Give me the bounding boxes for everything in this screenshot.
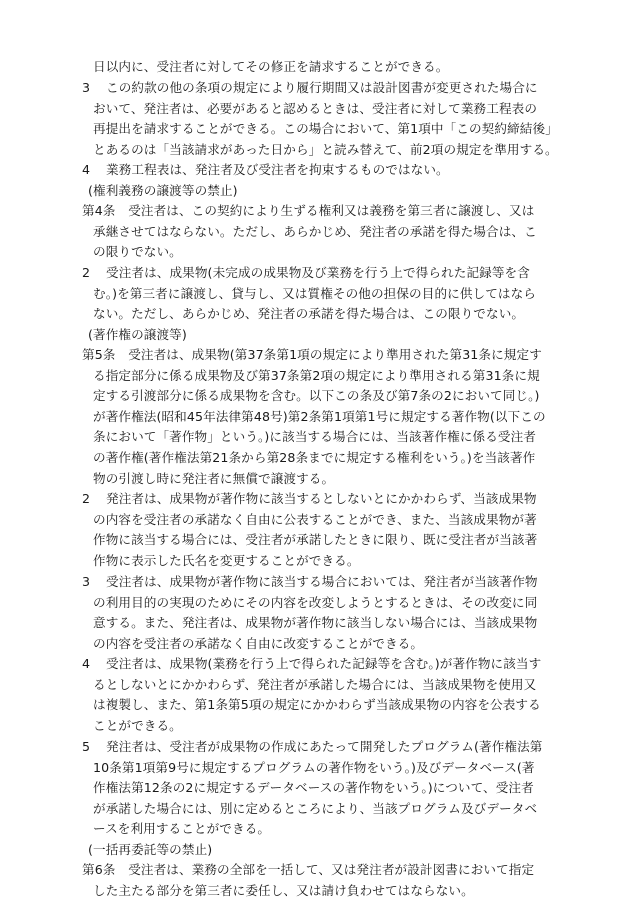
paragraph-number: 2 [82, 265, 91, 280]
article-5-paragraph-4 [82, 654, 560, 736]
text-line: 日以内に、受注者に対してその修正を請求することができる。 [93, 59, 449, 74]
text-line: む。)を第三者に譲渡し、貸与し、又は質権その他の担保の目的に供してはなら [93, 285, 536, 301]
text-line: とあるのは「当該請求があった日から」と読み替えて、前2項の規定を準用する。 [93, 141, 558, 157]
article-5-paragraph-2 [82, 489, 560, 571]
text-line: るとしないとにかかわらず、発注者が承諾した場合には、当該成果物を使用又 [93, 676, 537, 692]
text-line: の限りでない。 [93, 244, 182, 260]
text-line: の内容を受注者の承諾なく自由に改変することができる。 [93, 635, 424, 651]
text-line: おいて、発注者は、必要があると認めるときは、受注者に対して業務工程表の [93, 100, 538, 116]
text-line: 第4条 受注者は、この契約により生ずる権利又は義務を第三者に譲渡し、又は [82, 203, 535, 218]
text-line: 受注者は、成果物(未完成の成果物及び業務を行う上で得られた記録等を含 [106, 265, 530, 280]
article-5-heading [82, 325, 560, 346]
text-line: 10条第1項第9号に規定するプログラムの著作物をいう。)及びデータベース(著 [93, 759, 535, 775]
text-line: 再提出を請求することができる。この場合において、第1項中「この契約締結後」 [93, 121, 558, 137]
text-line: 第6条 受注者は、業務の全部を一括して、又は発注者が設計図書において指定 [82, 862, 535, 877]
text-line: ない。ただし、あらかじめ、発注者の承諾を得た場合は、この限りでない。 [93, 306, 525, 322]
text-line: が承諾した場合には、別に定めるところにより、当該プログラム及びデータベ [93, 800, 538, 816]
section-heading: (一括再委託等の禁止) [88, 842, 213, 857]
section-heading: (著作権の譲渡等) [88, 327, 187, 342]
text-line: 作物に該当する場合には、受注者が承諾したときに限り、既に受注者が当該著 [93, 532, 538, 548]
paragraph-continuation [82, 57, 560, 78]
text-line: 承継させてはならない。ただし、あらかじめ、発注者の承諾を得た場合は、こ [93, 223, 537, 239]
text-line: この約款の他の条項の規定により履行期間又は設計図書が変更された場合に [106, 80, 538, 95]
text-line: 発注者は、受注者が成果物の作成にあたって開発したプログラム(著作権法第 [106, 739, 543, 754]
text-line: 受注者は、成果物が著作物に該当する場合においては、発注者が当該著作物 [106, 574, 538, 589]
text-line: 作権法第12条の2に規定するデータベースの著作物をいう。)について、受注者 [93, 780, 534, 796]
article-5-paragraph-5 [82, 737, 560, 840]
paragraph-number: 2 [82, 491, 91, 506]
text-line: ことができる。 [93, 717, 182, 733]
text-line: の内容を受注者の承諾なく自由に公表することができ、また、当該成果物が著 [93, 511, 537, 527]
text-line: 作物に表示した氏名を変更することができる。 [93, 552, 360, 568]
text-line: の利用目的の実現のためにその内容を改変しようとするときは、その改変に同 [93, 594, 538, 610]
text-line: の著作権(著作権法第21条から第28条までに規定する権利をいう。)を当該著作 [93, 449, 536, 465]
text-line: 条において「著作物」という。)に該当する場合には、当該著作権に係る受注者 [93, 429, 536, 445]
paragraph-number: 4 [82, 162, 91, 177]
article-6 [82, 860, 560, 901]
paragraph-number: 4 [82, 656, 91, 671]
text-line: 意する。また、発注者は、成果物が著作物に該当しない場合には、当該成果物 [93, 615, 538, 631]
paragraph-number: 3 [82, 574, 91, 589]
text-line: 定する引渡部分に係る成果物を含む。以下この条及び第7条の2において同じ。) [93, 388, 540, 404]
text-line: が著作権法(昭和45年法律第48号)第2条第1項第1号に規定する著作物(以下この [93, 408, 546, 424]
article-4-heading [82, 181, 560, 202]
paragraph-number: 3 [82, 80, 91, 95]
article-4 [82, 201, 560, 263]
article-5-paragraph-3 [82, 572, 560, 654]
text-line: る指定部分に係る成果物及び第37条第2項の規定により準用される第31条に規 [93, 367, 540, 383]
paragraph-3 [82, 78, 560, 160]
text-line: ースを利用することができる。 [93, 821, 271, 837]
text-line: 第5条 受注者は、成果物(第37条第1項の規定により準用された第31条に規定す [82, 347, 542, 362]
text-line: 業務工程表は、発注者及び受注者を拘束するものではない。 [106, 162, 449, 177]
text-line: は複製し、また、第1条第5項の規定にかかわらず当該成果物の内容を公表する [93, 697, 541, 713]
article-6-heading [82, 840, 560, 861]
text-line: 受注者は、成果物(業務を行う上で得られた記録等を含む。)が著作物に該当す [106, 656, 542, 671]
section-heading: (権利義務の譲渡等の禁止) [88, 183, 238, 198]
text-line: 発注者は、成果物が著作物に該当するとしないとにかかわらず、当該成果物 [106, 491, 537, 506]
article-5 [82, 345, 560, 489]
paragraph-number: 5 [82, 739, 91, 754]
text-line: 物の引渡し時に発注者に無償で譲渡する。 [93, 470, 335, 486]
paragraph-4 [82, 160, 560, 181]
text-line: した主たる部分を第三者に委任し、又は請け負わせてはならない。 [93, 882, 474, 898]
article-4-paragraph-2 [82, 263, 560, 325]
